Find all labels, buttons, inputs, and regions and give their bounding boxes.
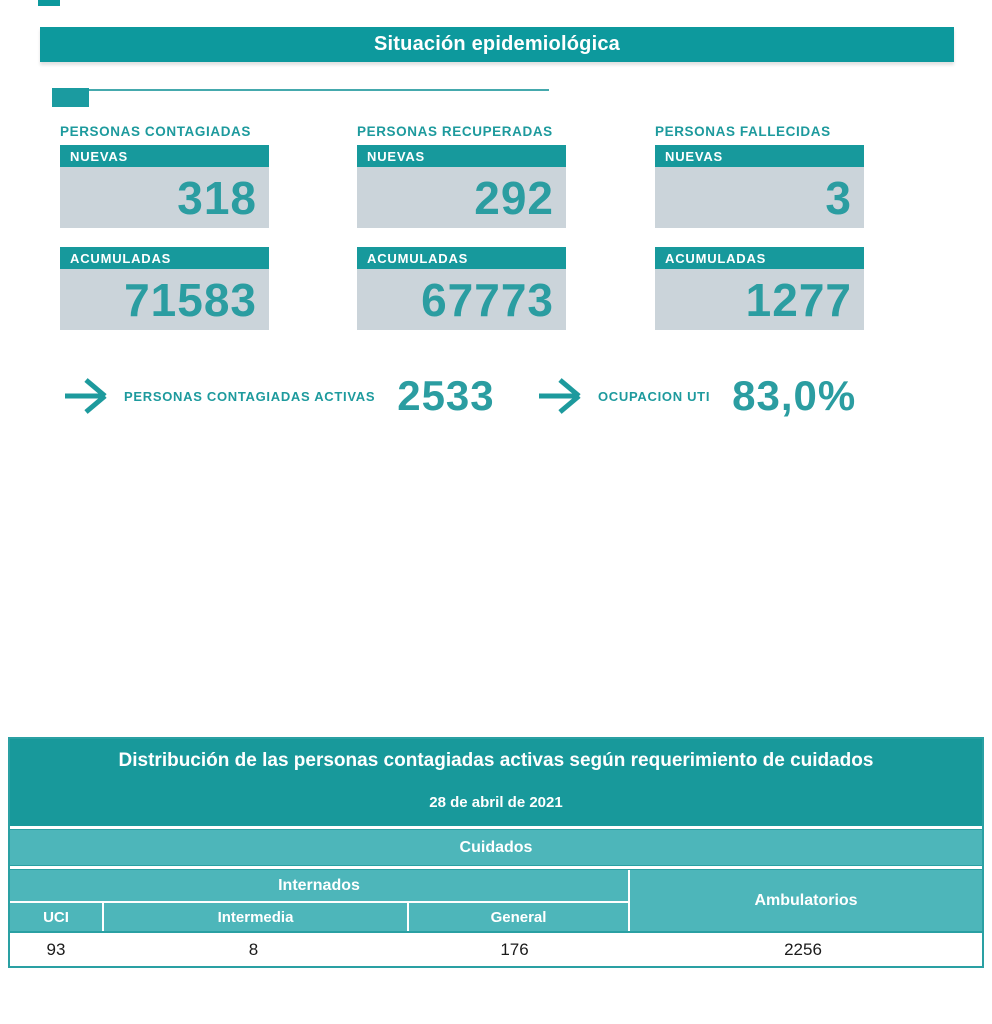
group-header-cuidados (10, 829, 982, 866)
care-table-subheaders (10, 869, 982, 931)
stat-column-title: PERSONAS RECUPERADAS (357, 124, 553, 139)
acumuladas-value: 67773 (357, 269, 566, 330)
column-header-intermedia: Intermedia (104, 903, 407, 931)
care-distribution-table (8, 737, 984, 968)
acumuladas-header-label: ACUMULADAS (70, 250, 172, 266)
acumuladas-header (655, 247, 864, 269)
stat-column-title: PERSONAS CONTAGIADAS (60, 124, 252, 139)
nuevas-value: 318 (60, 167, 269, 228)
highlight-value: 2533 (397, 372, 495, 419)
value-ambulatorios: 2256 (784, 939, 822, 959)
nuevas-header (60, 145, 269, 167)
stat-column-fallecidas (655, 124, 864, 330)
acumuladas-header (357, 247, 566, 269)
nuevas-header-label: NUEVAS (665, 148, 724, 164)
subheader-internados: Internados (10, 870, 628, 901)
acumuladas-header-label: ACUMULADAS (367, 250, 469, 266)
arrow-right-icon (62, 374, 110, 418)
nuevas-header (357, 145, 566, 167)
nuevas-header-label: NUEVAS (70, 148, 129, 164)
acumuladas-header (60, 247, 269, 269)
nuevas-header (655, 145, 864, 167)
stat-column-title: PERSONAS FALLECIDAS (655, 124, 831, 139)
acumuladas-header-label: ACUMULADAS (665, 250, 767, 266)
care-table-title: Distribución de las personas contagiadas activas según requerimiento de cuidados (118, 750, 874, 771)
arrow-right-icon (536, 374, 584, 418)
column-header-uci: UCI (10, 903, 102, 931)
nuevas-value: 292 (357, 167, 566, 228)
progress-line (89, 89, 549, 91)
page-title-label: Situación epidemiológica (374, 33, 620, 55)
progress-marker (52, 88, 89, 107)
highlight-label: OCUPACION UTI (598, 388, 711, 404)
highlight-value: 83,0% (732, 372, 857, 419)
group-header-label: Cuidados (459, 838, 533, 856)
care-table-header (10, 739, 982, 826)
care-table-data-row (10, 931, 982, 966)
care-table-date: 28 de abril de 2021 (429, 794, 563, 811)
stat-column-contagiadas (60, 124, 269, 330)
nuevas-value: 3 (655, 167, 864, 228)
top-left-mark (38, 0, 60, 6)
highlight-uti (536, 372, 856, 420)
acumuladas-value: 1277 (655, 269, 864, 330)
stat-column-recuperadas (357, 124, 566, 330)
page-title (40, 27, 954, 62)
highlight-activas (62, 372, 495, 420)
value-intermedia: 8 (248, 939, 259, 959)
column-header-general: General (409, 903, 628, 931)
value-general: 176 (500, 939, 529, 959)
highlight-label: PERSONAS CONTAGIADAS ACTIVAS (124, 388, 376, 404)
value-uci: 93 (46, 939, 66, 959)
subheader-ambulatorios: Ambulatorios (630, 870, 982, 931)
acumuladas-value: 71583 (60, 269, 269, 330)
nuevas-header-label: NUEVAS (367, 148, 426, 164)
